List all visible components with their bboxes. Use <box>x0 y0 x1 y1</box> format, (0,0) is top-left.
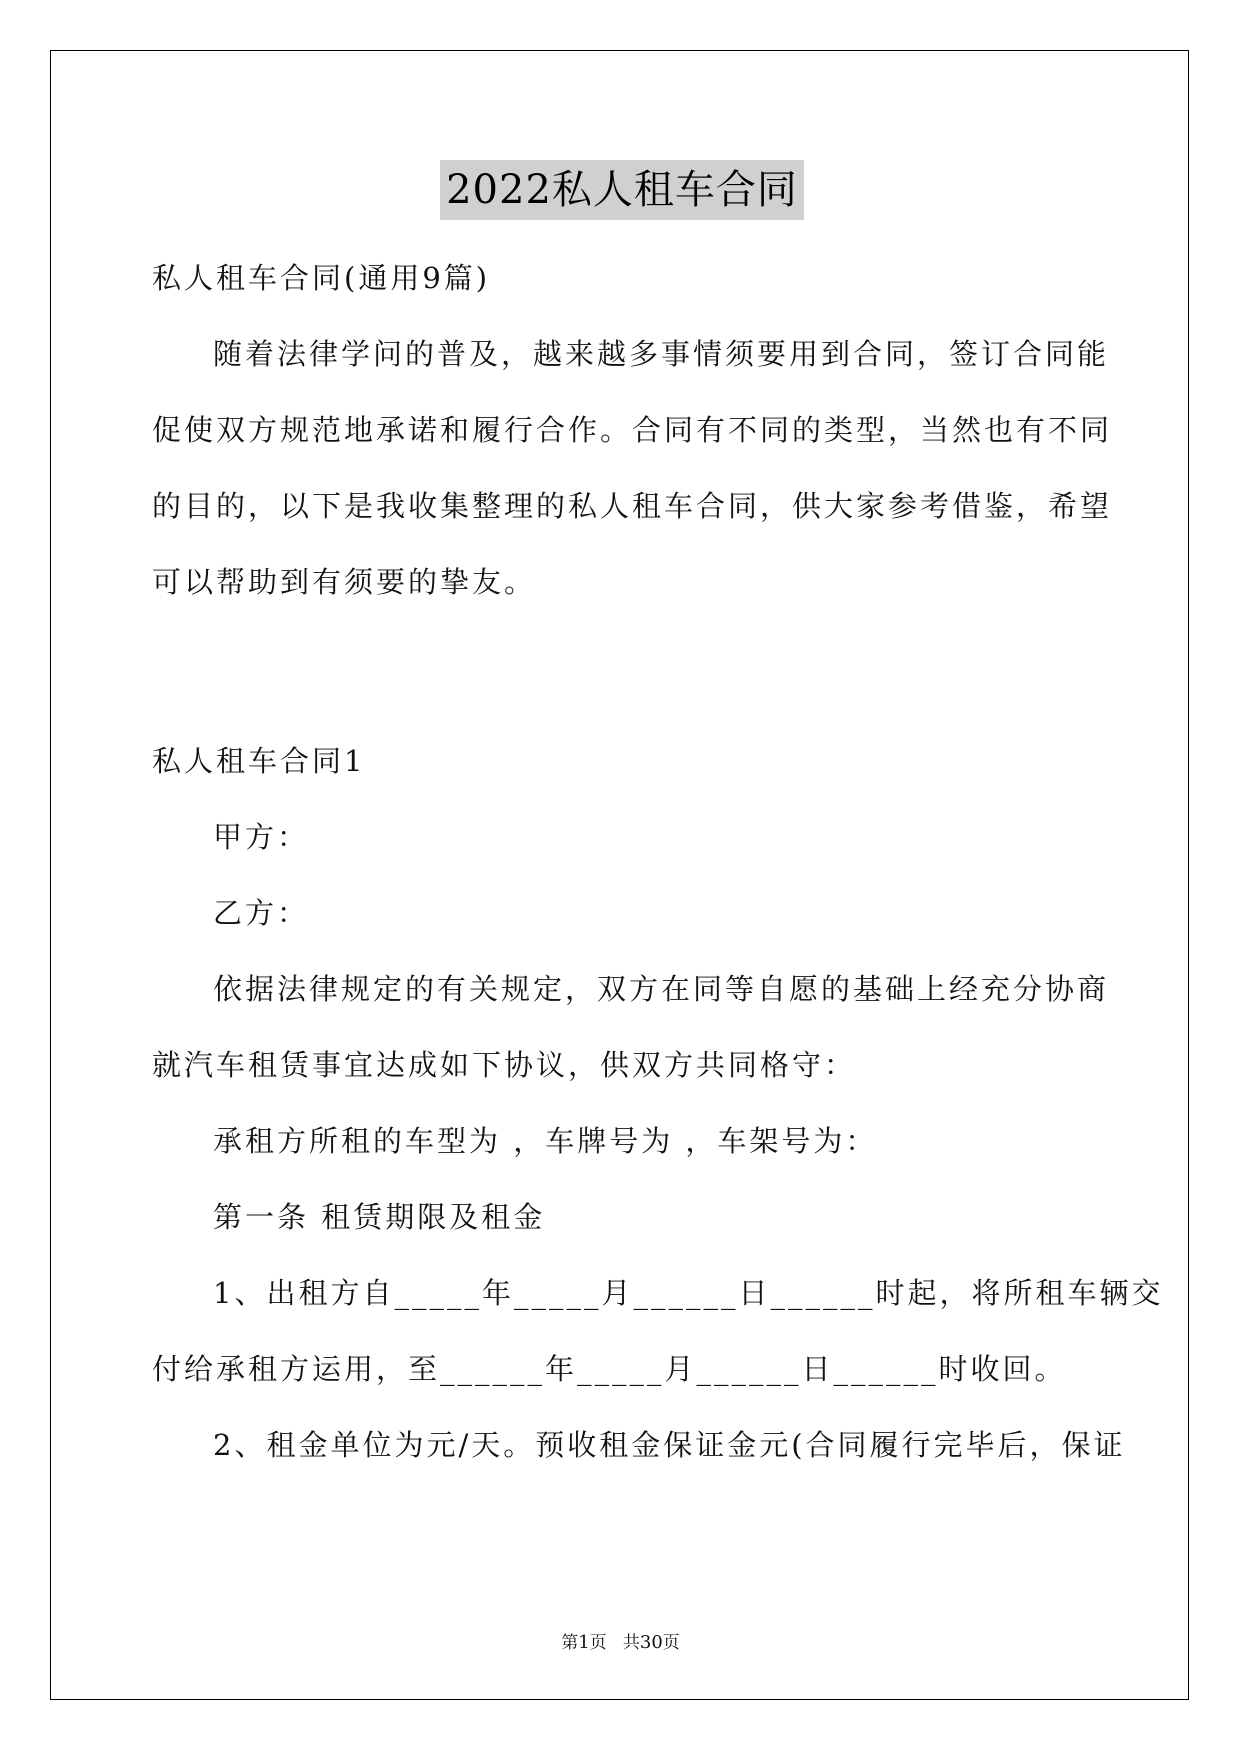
section-heading: 私人租车合同1 <box>152 744 366 778</box>
page-footer <box>0 1628 1241 1653</box>
paragraph-line: 促使双方规范地承诺和履行合作。合同有不同的类型，当然也有不同 <box>152 413 1113 447</box>
party-a-label: 甲方： <box>213 820 310 854</box>
subtitle-line: 私人租车合同(通用9篇) <box>152 261 491 295</box>
article-heading: 第一条 租赁期限及租金 <box>213 1200 546 1234</box>
paragraph-line: 依据法律规定的有关规定，双方在同等自愿的基础上经充分协商 <box>213 972 1110 1006</box>
footer-mid: 页 共 <box>589 1633 640 1653</box>
paragraph-line: 就汽车租赁事宜达成如下协议，供双方共同格守： <box>152 1048 857 1082</box>
clause-line: 1、出租方自_____年_____月______日______时起，将所租车辆交 <box>213 1276 1164 1310</box>
paragraph-line: 随着法律学问的普及，越来越多事情须要用到合同，签订合同能 <box>213 337 1110 371</box>
paragraph-line: 的目的，以下是我收集整理的私人租车合同，供大家参考借鉴，希望 <box>152 489 1113 523</box>
footer-page-number: 1 <box>578 1632 590 1653</box>
document-title: 2022私人租车合同 <box>440 160 804 220</box>
paragraph-line: 承租方所租的车型为 ，车牌号为 ，车架号为： <box>213 1124 878 1158</box>
party-b-label: 乙方： <box>213 896 310 930</box>
footer-suffix: 页 <box>662 1633 680 1653</box>
clause-line: 2、租金单位为元/天。预收租金保证金元(合同履行完毕后，保证 <box>213 1428 1126 1462</box>
title-container <box>152 160 1092 220</box>
footer-total-pages: 30 <box>639 1632 663 1653</box>
footer-prefix: 第 <box>561 1633 579 1653</box>
paragraph-line: 可以帮助到有须要的挚友。 <box>152 565 537 599</box>
clause-line: 付给承租方运用，至______年_____月______日______时收回。 <box>152 1352 1067 1386</box>
